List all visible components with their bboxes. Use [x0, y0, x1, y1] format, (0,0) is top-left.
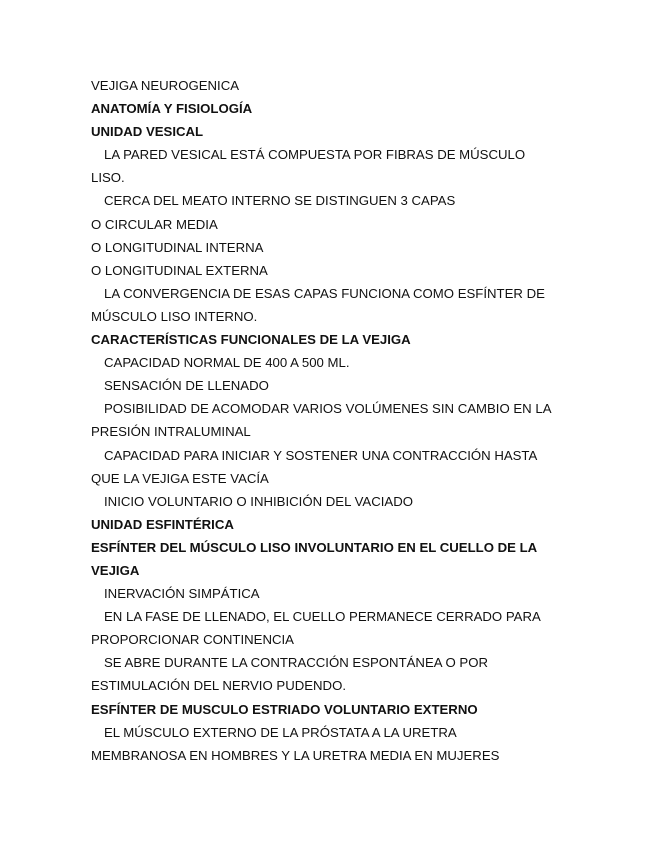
text-line: O CIRCULAR MEDIA — [91, 216, 218, 232]
text-line: CAPACIDAD PARA INICIAR Y SOSTENER UNA CONTRACCIÓN HASTA — [104, 447, 538, 463]
text-line: INERVACIÓN SIMPÁTICA — [104, 586, 260, 602]
text-line: EN LA FASE DE LLENADO, EL CUELLO PERMANECE CERRADO PARA — [104, 609, 541, 625]
section-heading: ESFÍNTER DEL MÚSCULO LISO INVOLUNTARIO EN EL CUELLO DE LA — [91, 539, 538, 555]
text-line: PRESIÓN INTRALUMINAL — [91, 424, 251, 440]
text-line: VEJIGA NEUROGENICA — [91, 78, 240, 93]
text-line: LA PARED VESICAL ESTÁ COMPUESTA POR FIBRAS DE MÚSCULO — [104, 147, 526, 163]
text-line: INICIO VOLUNTARIO O INHIBICIÓN DEL VACIADO — [104, 493, 413, 509]
text-line: EL MÚSCULO EXTERNO DE LA PRÓSTATA A LA URETRA — [104, 724, 457, 740]
text-line: O LONGITUDINAL EXTERNA — [91, 262, 268, 278]
text-line: O LONGITUDINAL INTERNA — [91, 239, 264, 255]
text-line: LISO. — [91, 170, 125, 186]
section-heading: ESFÍNTER DE MUSCULO ESTRIADO VOLUNTARIO EXTERNO — [91, 701, 478, 717]
document-page — [91, 74, 571, 767]
text-line: CERCA DEL MEATO INTERNO SE DISTINGUEN 3 CAPAS — [104, 193, 456, 209]
text-line: MÚSCULO LISO INTERNO. — [91, 308, 258, 324]
text-line: SENSACIÓN DE LLENADO — [104, 378, 269, 394]
text-line: SE ABRE DURANTE LA CONTRACCIÓN ESPONTÁNEA O POR — [104, 655, 488, 671]
section-heading: CARACTERÍSTICAS FUNCIONALES DE LA VEJIGA — [91, 332, 411, 348]
section-heading: UNIDAD VESICAL — [91, 124, 204, 140]
text-line: LA CONVERGENCIA DE ESAS CAPAS FUNCIONA COMO ESFÍNTER DE — [104, 285, 545, 301]
text-line: CAPACIDAD NORMAL DE 400 A 500 ML. — [104, 355, 350, 371]
text-line: QUE LA VEJIGA ESTE VACÍA — [91, 470, 269, 486]
section-heading: ANATOMÍA Y FISIOLOGÍA — [91, 101, 253, 117]
text-line: MEMBRANOSA EN HOMBRES Y LA URETRA MEDIA EN MUJERES — [91, 747, 500, 763]
text-line: ESTIMULACIÓN DEL NERVIO PUDENDO. — [91, 678, 347, 694]
section-heading: UNIDAD ESFINTÉRICA — [91, 516, 234, 532]
text-line: POSIBILIDAD DE ACOMODAR VARIOS VOLÚMENES SIN CAMBIO EN LA — [104, 401, 552, 417]
section-heading: VEJIGA — [91, 562, 140, 578]
text-line: PROPORCIONAR CONTINENCIA — [91, 632, 294, 648]
